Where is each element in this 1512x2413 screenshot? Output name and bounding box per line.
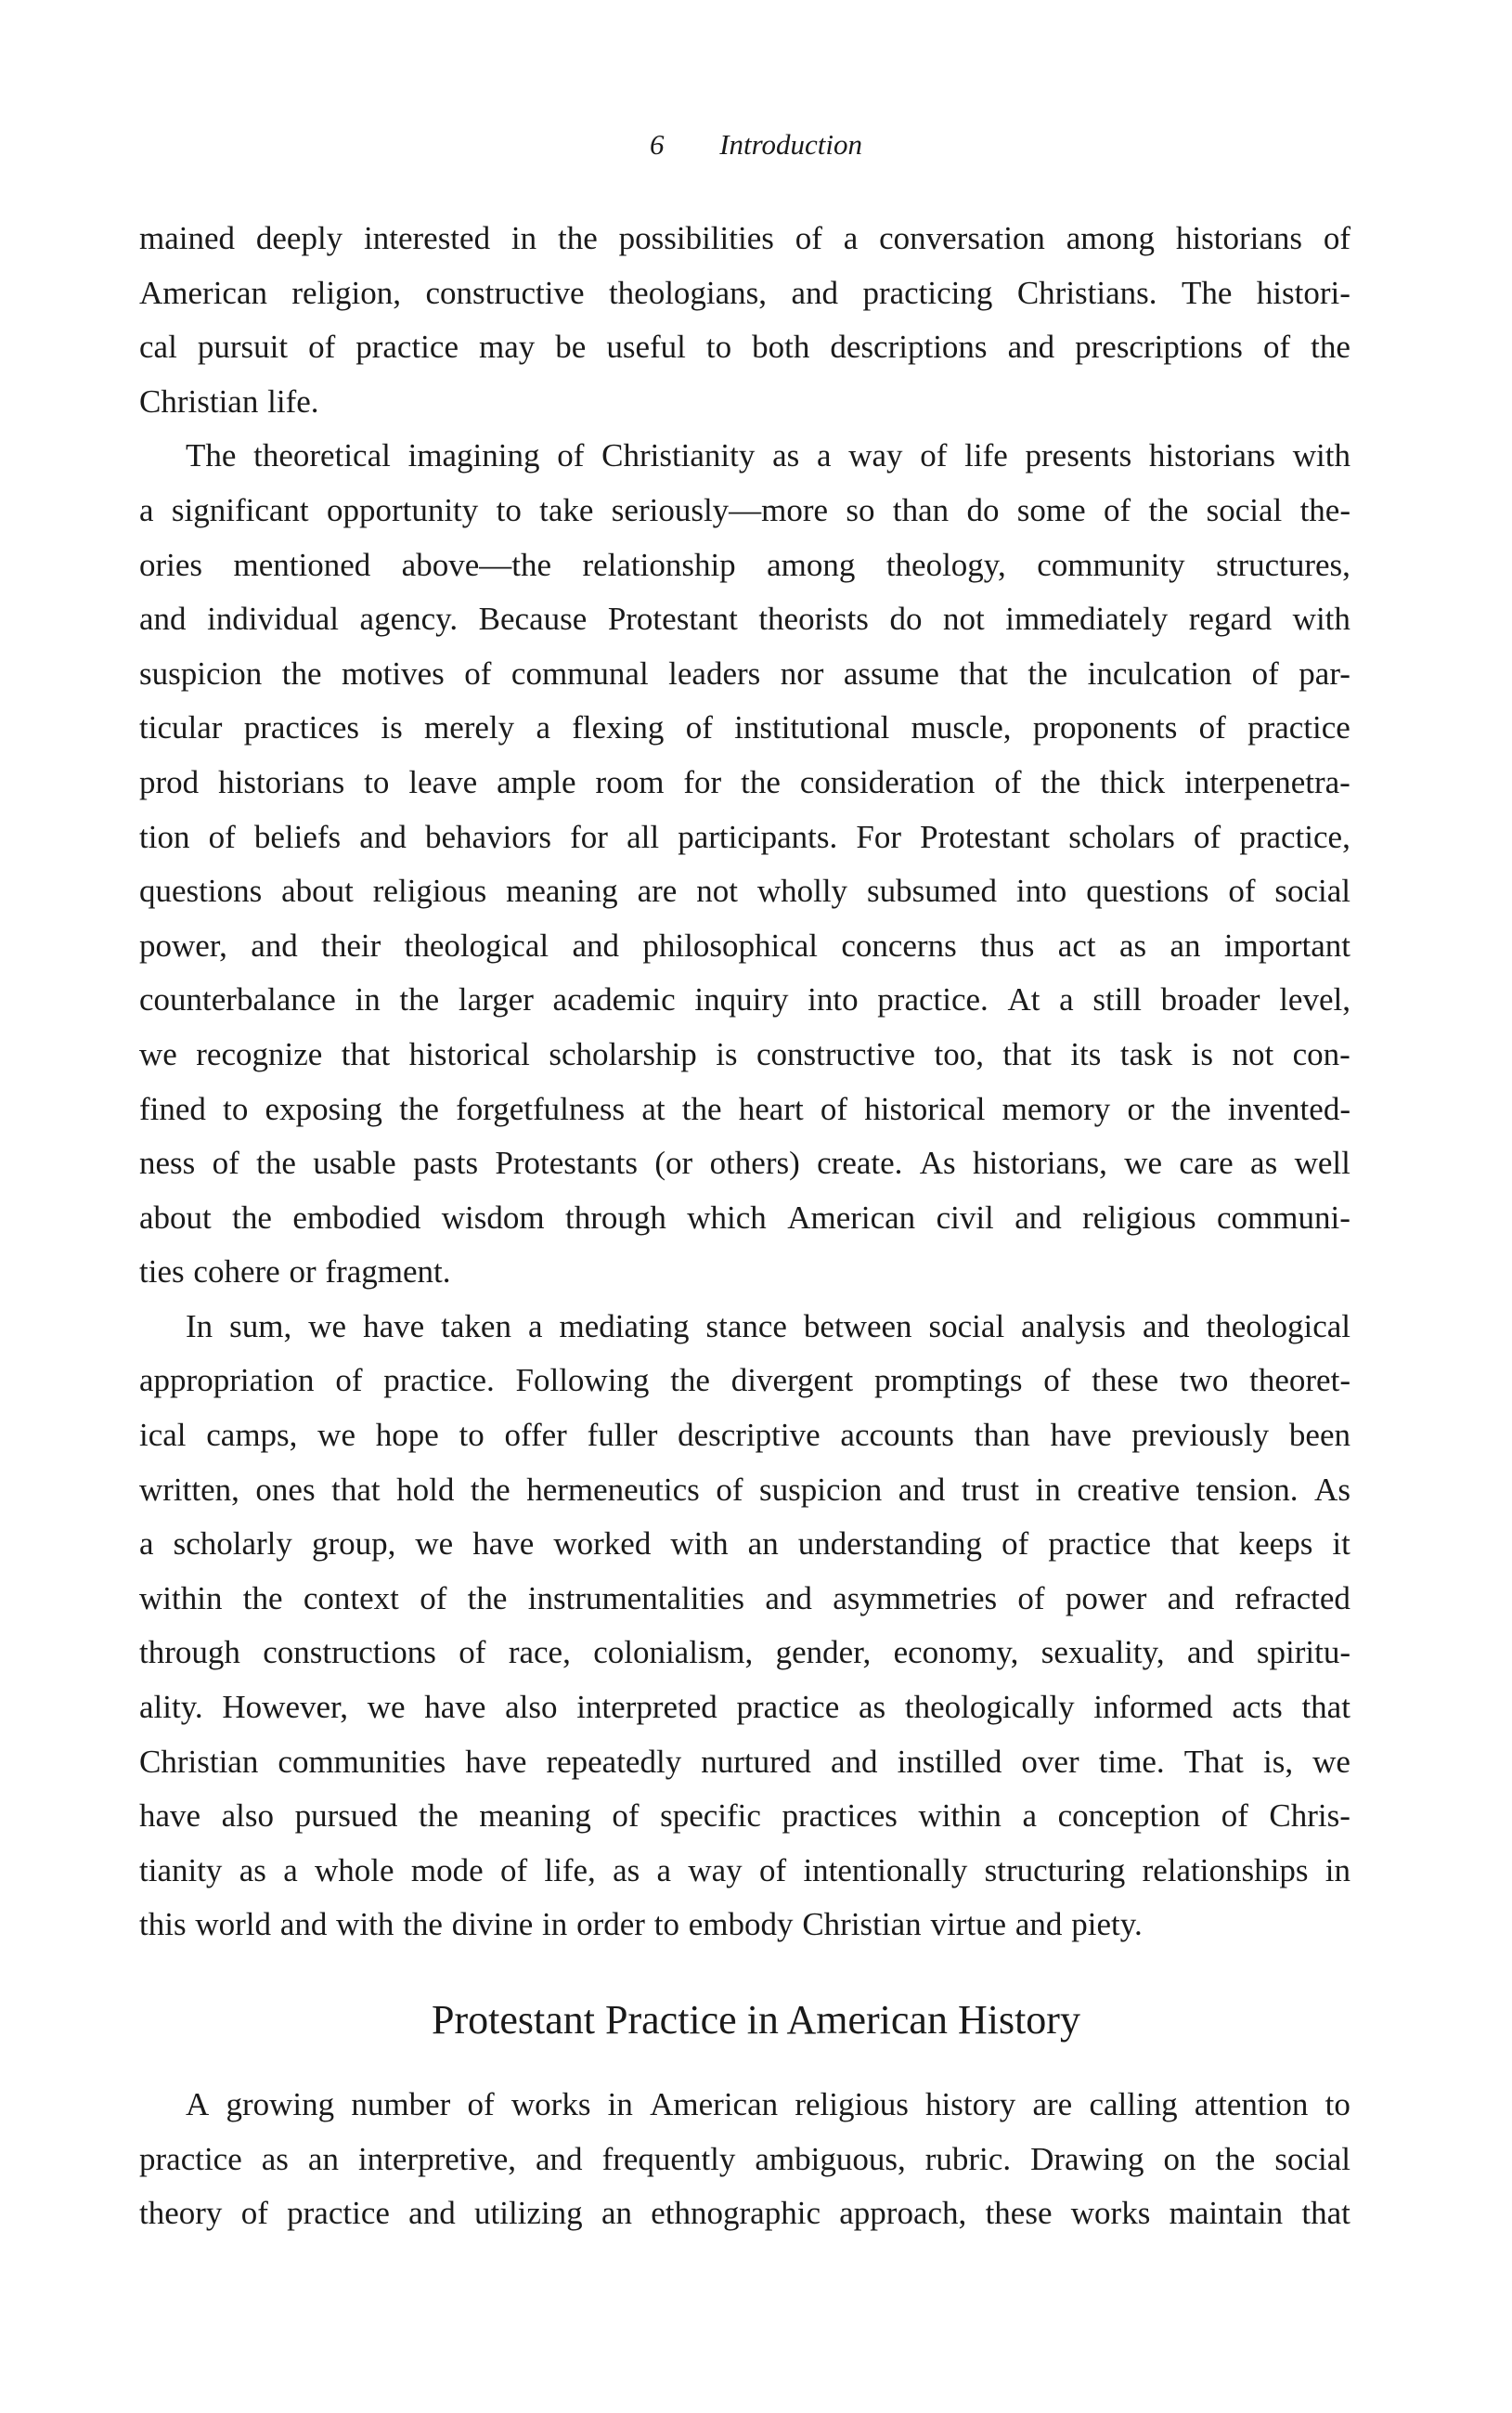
text-line: ties cohere or fragment. — [139, 1253, 451, 1291]
text-line: Christian communities have repeatedly nurtured and instilled over time. That is, we — [139, 1743, 1350, 1780]
text-line: prod historians to leave ample room for the consideration of the thick interpenetra- — [139, 763, 1350, 800]
text-line: The theoretical imagining of Christianity as a way of life presents historians with — [186, 437, 1350, 474]
text-line: practice as an interpretive, and frequently ambiguous, rubric. Drawing on the social — [139, 2140, 1350, 2177]
text-line: In sum, we have taken a mediating stance between social analysis and theological — [186, 1307, 1350, 1344]
running-head — [0, 128, 1512, 162]
text-line: and individual agency. Because Protestant theorists do not immediately regard with — [139, 601, 1350, 638]
text-line: ical camps, we hope to offer fuller descriptive accounts than have previously been — [139, 1417, 1350, 1454]
body-text-bottom — [139, 2078, 1350, 2241]
text-line: ness of the usable pasts Protestants (or others) create. As historians, we care as well — [139, 1145, 1350, 1182]
text-line: within the context of the instrumentalities and asymmetries of power and refracted — [139, 1579, 1350, 1616]
text-line: suspicion the motives of communal leaders nor assume that the inculcation of par- — [139, 655, 1350, 692]
text-line: counterbalance in the larger academic inquiry into practice. At a still broader level, — [139, 981, 1350, 1018]
text-line: Christian life. — [139, 383, 319, 420]
text-line: A growing number of works in American religious history are calling attention to — [186, 2086, 1350, 2122]
text-line: cal pursuit of practice may be useful to both descriptions and prescriptions of the — [139, 329, 1350, 366]
page-number: 6 — [649, 128, 665, 161]
text-line: this world and with the divine in order to embody Christian virtue and piety. — [139, 1906, 1143, 1943]
text-line: have also pursued the meaning of specific practices within a conception of Chris- — [139, 1797, 1350, 1835]
text-line: a scholarly group, we have worked with an understanding of practice that keeps it — [139, 1525, 1350, 1563]
text-line: written, ones that hold the hermeneutics of suspicion and trust in creative tension. As — [139, 1471, 1350, 1508]
text-line: ories mentioned above—the relationship among theology, community structures, — [139, 546, 1350, 583]
text-line: questions about religious meaning are not wholly subsumed into questions of social — [139, 873, 1350, 910]
text-line: we recognize that historical scholarship is constructive too, that its task is not con- — [139, 1035, 1350, 1072]
paragraph — [139, 2078, 1350, 2241]
text-line: tion of beliefs and behaviors for all participants. For Protestant scholars of practice, — [139, 818, 1350, 855]
text-line: through constructions of race, colonialism, gender, economy, sexuality, and spiritu- — [139, 1634, 1350, 1671]
paragraph — [139, 212, 1350, 429]
text-line: American religion, constructive theologians, and practicing Christians. The histori- — [139, 274, 1350, 311]
text-line: appropriation of practice. Following the divergent promptings of these two theoret- — [139, 1362, 1350, 1399]
text-line: ality. However, we have also interpreted practice as theologically informed acts that — [139, 1689, 1350, 1726]
text-line: about the embodied wisdom through which American civil and religious communi- — [139, 1199, 1350, 1236]
text-line: power, and their theological and philosophical concerns thus act as an important — [139, 927, 1350, 964]
paragraph — [139, 429, 1350, 1300]
text-line: ticular practices is merely a flexing of institutional muscle, proponents of practice — [139, 709, 1350, 746]
running-head-title: Introduction — [719, 128, 863, 161]
section-heading: Protestant Practice in American History — [432, 1997, 1080, 2043]
text-line: mained deeply interested in the possibilities of a conversation among historians of — [139, 220, 1350, 256]
text-line: a significant opportunity to take seriously—more so than do some of the social the- — [139, 491, 1350, 528]
text-line: tianity as a whole mode of life, as a way of intentionally structuring relationships in — [139, 1851, 1350, 1888]
body-text-top — [139, 212, 1350, 1952]
text-line: theory of practice and utilizing an ethnographic approach, these works maintain that — [139, 2195, 1350, 2232]
text-line: fined to exposing the forgetfulness at the heart of historical memory or the invented- — [139, 1090, 1350, 1127]
paragraph — [139, 1300, 1350, 1952]
